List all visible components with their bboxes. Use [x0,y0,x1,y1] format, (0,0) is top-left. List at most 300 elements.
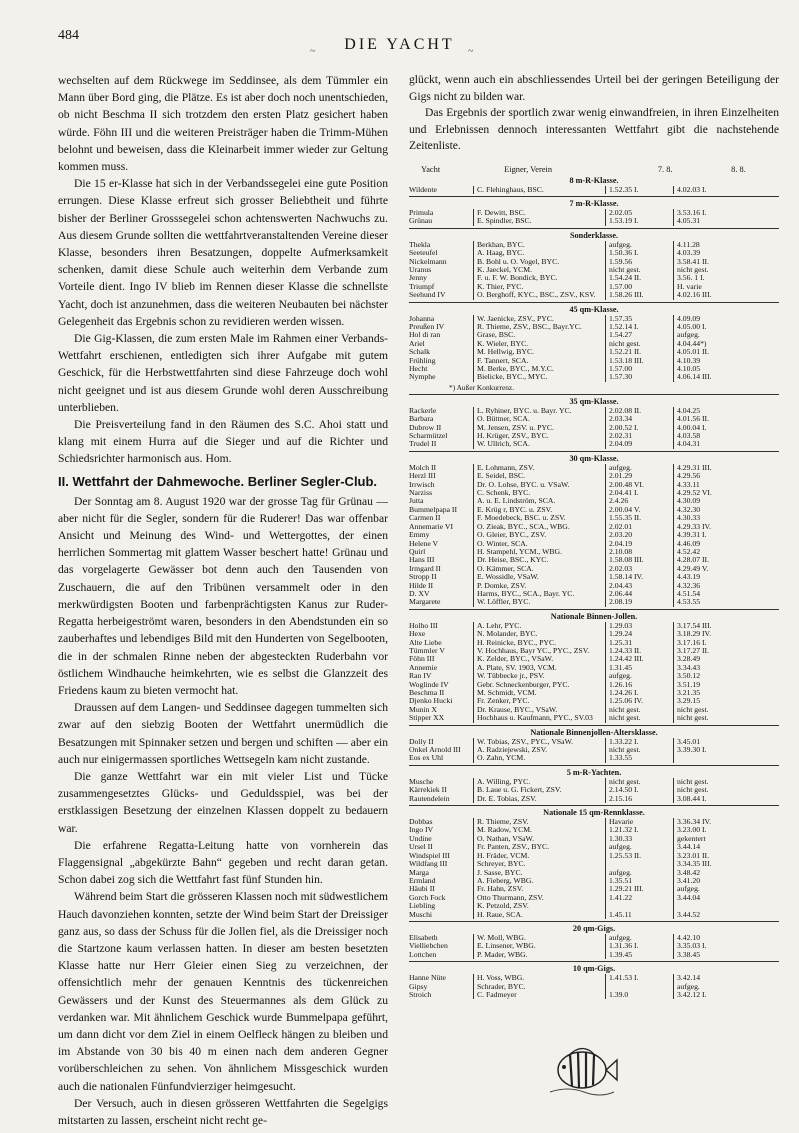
yacht-name: Elisabeth [409,932,438,942]
result-8-8: 3.42.14 [673,974,749,982]
owner-club: F. Dewitt, BSC. [473,209,605,217]
owner-club: V. Hochhaus, Bayr YC., PYC., ZSV. [473,647,605,655]
class-divider [409,302,779,303]
result-7-8: 1.24.42 III. [605,655,673,663]
owner-club: W. Tobias, ZSV., PYC., VSaW. [473,738,605,746]
yacht-name: Ariel [409,338,425,348]
yacht-name: D. XV [409,588,430,598]
owner-club: E. Seidel, BSC. [473,472,605,480]
col-header-owner: Eigner, Verein [504,164,553,174]
class-divider [409,196,779,197]
table-row [409,440,779,448]
yacht-name: Bummelpapa II [409,504,458,514]
result-7-8: 2.02.01 [605,523,673,531]
result-7-8: 2.02.05 [605,209,673,217]
result-8-8: 4.05.01 II. [673,348,749,356]
yacht-name: Johanna [409,313,435,323]
table-row [409,826,779,834]
result-8-8: 4.02.16 III. [673,291,749,299]
yacht-name: Musche [409,776,434,786]
owner-club: M. Hellwig, BYC. [473,348,605,356]
result-7-8: nicht gest. [605,778,673,786]
owner-club: N. Molander, BYC. [473,630,605,638]
result-8-8: 4.02.03 I. [673,186,749,194]
result-8-8: 3.42.12 I. [673,991,749,999]
result-8-8: 3.17.27 II. [673,647,749,655]
paragraph: Der Versuch, auch in diesen grösseren Wettfahrten die Segelgigs mitstarten zu lassen, erscheint nicht recht ge- [58,1096,388,1127]
result-7-8: 1.57.00 [605,283,673,291]
result-7-8: nicht gest. [605,746,673,754]
result-7-8: 1.29.03 [605,622,673,630]
result-8-8: aufgeg. [673,885,749,893]
section-heading: II. Wettfahrt der Dahmewoche. Berliner Segler-Club. [58,473,378,489]
result-7-8: aufgeg. [605,843,673,851]
table-row [409,795,779,803]
result-8-8: 4.43.19 [673,573,749,581]
table-row [409,565,779,573]
result-7-8: 1.39.0 [605,991,673,999]
result-8-8: 4.03.58 [673,432,749,440]
owner-club: Otto Thurmann, ZSV. [473,894,605,902]
result-7-8: 1.52.21 II. [605,348,673,356]
owner-club: K. Jaeckel, YCM. [473,266,605,274]
result-8-8: 4.29.49 V. [673,565,749,573]
result-7-8: 1.35.51 [605,877,673,885]
table-row [409,514,779,522]
table-row [409,217,779,225]
result-7-8: 1.25.53 II. [605,852,673,860]
ornament-right-icon: ~ [468,46,474,57]
result-8-8: 4.11.28 [673,241,749,249]
result-8-8: 4.04.44*) [673,340,749,348]
table-row [409,778,779,786]
yacht-name: Helene V [409,538,439,548]
result-8-8: 3.51.19 [673,681,749,689]
owner-club: C. Fadmeyer [473,991,605,999]
paragraph: Die erfahrene Regatta-Leitung hatte von vornherein das Flaggensignal „abgekürzte Bahn“ gegeben und recht daran getan. Schon dabei zog sich die Wettfahrt fast fünf Stunden hin. [58,838,388,887]
result-8-8: 4.04.25 [673,407,749,415]
result-8-8: 3.44.52 [673,911,749,919]
result-7-8: 1.31.45 [605,664,673,672]
result-8-8: 3.38.45 [673,951,749,959]
result-7-8: nicht gest. [605,714,673,722]
result-7-8: 1.25.31 [605,639,673,647]
yacht-name: Annemarie VI [409,521,454,531]
result-8-8: 3.18.29 IV. [673,630,749,638]
owner-club: Dr. Heise, BSC., KYC. [473,556,605,564]
result-8-8: 4.09.09 [673,315,749,323]
result-8-8: 4.33.11 [673,481,749,489]
table-row [409,664,779,672]
yacht-name: Jenny [409,273,427,283]
yacht-name: Wildente [409,184,437,194]
class-divider [409,805,779,806]
yacht-name: Hol di ran [409,330,441,340]
table-row [409,894,779,902]
result-8-8: H. varie [673,283,749,291]
result-7-8: 1.41.22 [605,894,673,902]
result-7-8: 1.26.16 [605,681,673,689]
result-8-8: 4.30.09 [673,497,749,505]
result-7-8: Havarie [605,818,673,826]
owner-club: H. Stampehl, YCM., WBG. [473,548,605,556]
owner-club: A. Radziejewski, ZSV. [473,746,605,754]
class-title: Nationale Binnenjollen-Altersklasse. [530,727,658,737]
yacht-name: Liebling [409,901,436,911]
owner-club: H. Krüger, ZSV., BYC. [473,432,605,440]
yacht-name: Triumpf [409,281,435,291]
table-row [409,974,779,982]
yacht-name: Onkel Arnold III [409,745,461,755]
result-7-8: 1.55.35 II. [605,514,673,522]
left-column [58,72,388,1127]
result-8-8: 4.52.42 [673,548,749,556]
class-title: 20 qm-Gigs. [572,923,616,933]
table-row [409,622,779,630]
yacht-name: Wildfang III [409,859,448,869]
result-8-8: 4.53.55 [673,598,749,606]
class-divider [409,765,779,766]
paragraph: wechselten auf dem Rückwege im Seddinsee, als dem Tümmler ein Mann über Bord ging, die Plätze. Es ist aber doch noch unentschieden, ob nicht Beschma II sich trotzdem den ersten Platz gesichert haben würde. Föhn III und die weiteren Preisträger haben die Trimm-Mühen belohnt und beweisen, dass die Kleinarbeit immer wieder zur Geltung kommen muss. [58,74,388,174]
owner-club: O. Berghoff, KYC., BSC., ZSV., KSV. [473,291,605,299]
result-7-8: 2.14.50 I. [605,786,673,794]
table-row [409,424,779,432]
yacht-name: Stropp II [409,572,437,582]
result-7-8: 2.02.08 II. [605,407,673,415]
yacht-name: Preußen IV [409,321,445,331]
table-row [409,672,779,680]
yacht-name: Holho III [409,620,438,630]
result-8-8: 3.45.01 [673,738,749,746]
owner-club: P. Domke, ZSV. [473,582,605,590]
owner-club: F. u. F. W. Bondick, BYC. [473,274,605,282]
result-8-8: nicht gest. [673,266,749,274]
owner-club: Dr. O. Lohse, BYC. u. VSaW. [473,481,605,489]
result-7-8: 2.15.16 [605,795,673,803]
table-row [409,415,779,423]
class-divider [409,609,779,610]
result-8-8: 4.30.33 [673,514,749,522]
owner-club: O. Zahn, YCM. [473,754,605,762]
class-title: 45 qm-Klasse. [569,304,619,314]
yacht-name: Margarete [409,597,441,607]
yacht-name: Nymphe [409,372,436,382]
owner-club: O. Winter, SCA. [473,540,605,548]
result-7-8: 2.02.31 [605,432,673,440]
result-8-8: 3.35.03 I. [673,942,749,950]
table-row [409,902,779,910]
owner-club: E. Lohmann, ZSV. [473,464,605,472]
result-7-8: aufgeg. [605,241,673,249]
owner-club: K. Wieler, BYC. [473,340,605,348]
yacht-name: Vielliebchen [409,941,448,951]
yacht-name: Hilde II [409,580,434,590]
result-8-8: nicht gest. [673,786,749,794]
owner-club: E. Spindler, BSC. [473,217,605,225]
result-8-8: 3.23.01 II. [673,852,749,860]
yacht-name: Gorch Fock [409,892,446,902]
table-row [409,689,779,697]
result-8-8: 4.05.31 [673,217,749,225]
result-7-8: 2.02.03 [605,565,673,573]
class-title: 7 m-R-Klasse. [569,198,619,208]
owner-club: A. u. E. Lindström, SCA. [473,497,605,505]
result-8-8: 3.58.41 II. [673,258,749,266]
result-8-8: 3.41.20 [673,877,749,885]
result-8-8: 3.29.15 [673,697,749,705]
table-row [409,630,779,638]
result-7-8: 1.29.21 III. [605,885,673,893]
class-title: 35 qm-Klasse. [569,396,619,406]
yacht-name: Thekla [409,239,431,249]
result-7-8: 1.33.22 I. [605,738,673,746]
table-row [409,274,779,282]
yacht-name: Irmgard II [409,563,441,573]
owner-club: M. Schmidt, VCM. [473,689,605,697]
class-divider [409,394,779,395]
result-7-8: 1.39.45 [605,951,673,959]
yacht-name: Eos ex Uhl [409,753,444,763]
result-7-8: 1.52.35 I. [605,186,673,194]
yacht-name: Lottchen [409,949,437,959]
table-row [409,983,779,991]
result-7-8: 1.52.14 I. [605,323,673,331]
table-row [409,942,779,950]
result-7-8: nicht gest. [605,266,673,274]
owner-club: Schreyer, BYC. [473,860,605,868]
table-row [409,746,779,754]
result-7-8: 2.04.41 I. [605,489,673,497]
class-title: 8 m-R-Klasse. [569,175,619,185]
result-8-8: 4.51.54 [673,590,749,598]
result-7-8: 1.53.18 III. [605,357,673,365]
table-row [409,573,779,581]
result-8-8: 4.29.56 [673,472,749,480]
result-7-8: 2.08.19 [605,598,673,606]
yacht-name: Hanne Nüte [409,973,446,983]
table-row [409,523,779,531]
class-title: Sonderklasse. [570,230,618,240]
ornament-left-icon: ~ [310,46,316,57]
owner-club: A. Haag, BYC. [473,249,605,257]
owner-club: C. Flehinghaus, BSC. [473,186,605,194]
table-row [409,489,779,497]
owner-club: R. Thieme, ZSV. [473,818,605,826]
yacht-name: Seeteufel [409,248,438,258]
table-row [409,590,779,598]
table-row [409,291,779,299]
yacht-name: Stroich [409,989,432,999]
yacht-name: Ingo IV [409,825,434,835]
paragraph: Der Sonntag am 8. August 1920 war der grosse Tag für Grünau — aber nicht für die Segler, sondern für die Ruderer! Das war offenbar Ansicht und Meinung des Wind- und Wettergottes, der einen herrlichen Sommertag mit glattem Wasser beschert hatte! Grünau und das vorgelagerte Gewässer bot denn auch den Tausenden von Zuschauern, die auf den Tribünen versammelt oder in den merkwürdigsten Booten und farbenprächtigsten Kanus zur Ruder-Regatta herbeigeströmt waren, besonders in den Abendstunden ein so zauberhaftes und lebendiges Bild mit den Hunderten von Segelbooten, die in der schmalen Rinne neben der abgesteckten Ruderbahn vor östlichem Windhauche heimkehrten, wie es selbst die Glanzzeit des Friedens kaum zu bieten vermocht hat. [58,494,388,697]
result-7-8: 1.21.32 I. [605,826,673,834]
yacht-name: Ran IV [409,671,432,681]
yacht-name: Djenko Hucki [409,696,453,706]
table-row [409,655,779,663]
col-header-yacht: Yacht [421,164,441,174]
table-row [409,472,779,480]
result-7-8: 2.00.48 VI. [605,481,673,489]
result-7-8: nicht gest. [605,340,673,348]
yacht-name: Dolly II [409,736,434,746]
yacht-name: Windspiel III [409,850,450,860]
owner-club: F. Tannert, SCA. [473,357,605,365]
result-7-8: 1.29.24 [605,630,673,638]
result-8-8: 3.56. 1 I. [673,274,749,282]
result-8-8: 3.21.35 [673,689,749,697]
yacht-name: Beschma II [409,688,445,697]
yacht-name: Jutta [409,496,424,506]
result-7-8: 1.54.27 [605,331,673,339]
result-7-8: 2.03.20 [605,531,673,539]
yacht-name: Quirl [409,546,426,556]
yacht-name: Hans III [409,555,435,565]
owner-club: A. Plate, SV. 1903, VCM. [473,664,605,672]
paragraph: Die ganze Wettfahrt war ein mit vieler List und Tücke zusammengesetztes Glücks- und Geduldsspiel, was bei der erstklassigen Besetzung der einzelnen Klassen doppelt zu bedauern war. [58,769,388,835]
table-row [409,754,779,762]
yacht-name: Ursel II [409,842,433,852]
yacht-name: Dubrow II [409,422,442,432]
table-row [409,639,779,647]
table-row [409,548,779,556]
owner-club: H. Voss, WBG. [473,974,605,982]
result-7-8: 1.45.11 [605,911,673,919]
yacht-name: Woglinde IV [409,679,449,689]
table-row [409,540,779,548]
yacht-name: Muschi [409,909,433,919]
table-row [409,407,779,415]
owner-club: O. Gleier, BYC., ZSV. [473,531,605,539]
paragraph: glückt, wenn auch ein abschliessendes Urteil bei der geringen Beteiligung der Gigs nicht zu bilden war. [409,73,779,103]
result-7-8: 2.00.04 V. [605,506,673,514]
yacht-name: Ermland [409,875,436,885]
owner-club: O. Kämmer, SCA. [473,565,605,573]
table-row [409,934,779,942]
result-8-8: 4.39.31 I. [673,531,749,539]
owner-club: W. Löffler, BYC. [473,598,605,606]
owner-club: Harms, BYC., SCA., Bayr. YC. [473,590,605,598]
table-row [409,681,779,689]
owner-club: Hochhaus u. Kaufmann, PYC., SV.03 [473,714,605,722]
table-row [409,258,779,266]
result-7-8: 1.24.26 I. [605,689,673,697]
yacht-name: Kärrekiek II [409,785,447,795]
result-8-8: 3.53.16 I. [673,209,749,217]
table-row [409,340,779,348]
result-7-8: 1.54.24 II. [605,274,673,282]
paragraph: Die Preisverteilung fand in den Räumen des S.C. Ahoi statt und klang mit einem Hurra auf die Sieger und auf die Richter und Schiedsrichter harmonisch aus. Hom. [58,418,388,466]
table-row [409,877,779,885]
class-title: Nationale Binnen-Jollen. [550,611,638,621]
result-8-8: 3.17.16 I. [673,639,749,647]
owner-club: B. Laue u. G. Fickert, ZSV. [473,786,605,794]
table-row [409,852,779,860]
owner-club: Gebr. Schneckenburger, PYC. [473,681,605,689]
table-row [409,348,779,356]
yacht-name: Rackerle [409,405,437,415]
result-7-8: 1.33.55 [605,754,673,762]
result-8-8: 4.10.05 [673,365,749,373]
yacht-name: Dobbas [409,817,433,827]
result-8-8: aufgeg. [673,331,749,339]
yacht-name: Hexe [409,629,426,639]
owner-club: Bielicke, BYC., MYC. [473,373,605,381]
result-7-8: 1.58.14 IV. [605,573,673,581]
table-row [409,647,779,655]
yacht-name: Häubi II [409,884,435,894]
table-row [409,506,779,514]
table-row [409,738,779,746]
owner-club: O. Nathan, VSaW. [473,835,605,843]
table-row [409,323,779,331]
table-row [409,951,779,959]
result-7-8: 2.00.52 I. [605,424,673,432]
yacht-name: Seehund IV [409,290,446,300]
fish-illustration-icon [548,1040,618,1100]
owner-club: A. Lehr, PYC. [473,622,605,630]
table-row [409,373,779,381]
yacht-name: Marga [409,867,429,877]
result-7-8: 1.53.19 I. [605,217,673,225]
yacht-name: Barbara [409,414,434,424]
table-row [409,357,779,365]
yacht-name: Nickelmann [409,256,447,266]
table-row [409,209,779,217]
table-row [409,818,779,826]
result-8-8: 4.10.39 [673,357,749,365]
footnote: *) Außer Konkurrenz. [449,382,515,392]
owner-club: L. Ryhiner, BYC. u. Bayr. YC. [473,407,605,415]
result-7-8: 1.58.08 III. [605,556,673,564]
yacht-name: Alte Liebe [409,637,442,647]
result-8-8: 3.34.35 III. [673,860,749,868]
table-row [409,365,779,373]
result-8-8: 4.01.56 II. [673,415,749,423]
table-row [409,266,779,274]
yacht-name: Munin X [409,704,437,714]
running-title: DIE YACHT [344,36,455,53]
result-7-8: 1.30.33 [605,835,673,843]
result-8-8: 3.44.14 [673,843,749,851]
result-7-8: 2.10.08 [605,548,673,556]
result-8-8: 3.34.43 [673,664,749,672]
table-row [409,706,779,714]
table-row [409,186,779,194]
result-8-8: nicht gest. [673,714,749,722]
yacht-name: Herzl III [409,471,436,481]
yacht-name: Hecht [409,364,428,373]
owner-club: Fr. Hahn, ZSV. [473,885,605,893]
table-row [409,835,779,843]
owner-club: A. Willing, PYC. [473,778,605,786]
paragraph: Die 15 er-Klasse hat sich in der Verbandssegelei eine gute Position errungen. Diese Klasse erfreut sich grosser Beliebtheit und führte bisher der Berliner Grosssegelei schon achtenswerten Nachwuchs zu. Aus diesem Grunde sollten die wettfahrtveranstaltenden Vereine dieser Klasse, besonders ihren Besatzungen, doppelte Aufmerksamkeit schenken, damit diese Schule auch weiterhin dem Verbande zum Vorteile dient. Ingo IV blieb im Rennen dieser Klasse die schnellste Yacht, doch ist anzunehmen, dass die weiteren Neubauten bei nächster Gelegenheit das Ergebnis schon zu revidieren werden wissen. [58,177,388,328]
result-8-8: 4.28.07 II. [673,556,749,564]
owner-club: W. Ullrich, SCA. [473,440,605,448]
class-title: Nationale 15 qm-Rennklasse. [543,808,645,818]
class-divider [409,961,779,962]
table-row [409,315,779,323]
result-7-8: 1.57.00 [605,365,673,373]
owner-club: Schrader, BYC. [473,983,605,991]
table-row [409,843,779,851]
owner-club: M. Berke, BYC., M.Y.C. [473,365,605,373]
result-8-8: 3.08.44 I. [673,795,749,803]
table-row [409,598,779,606]
result-7-8: nicht gest. [605,706,673,714]
owner-club: W. Jaenicke, ZSV., PYC. [473,315,605,323]
owner-club: Dr. E. Tobias, ZSV. [473,795,605,803]
class-divider [409,921,779,922]
